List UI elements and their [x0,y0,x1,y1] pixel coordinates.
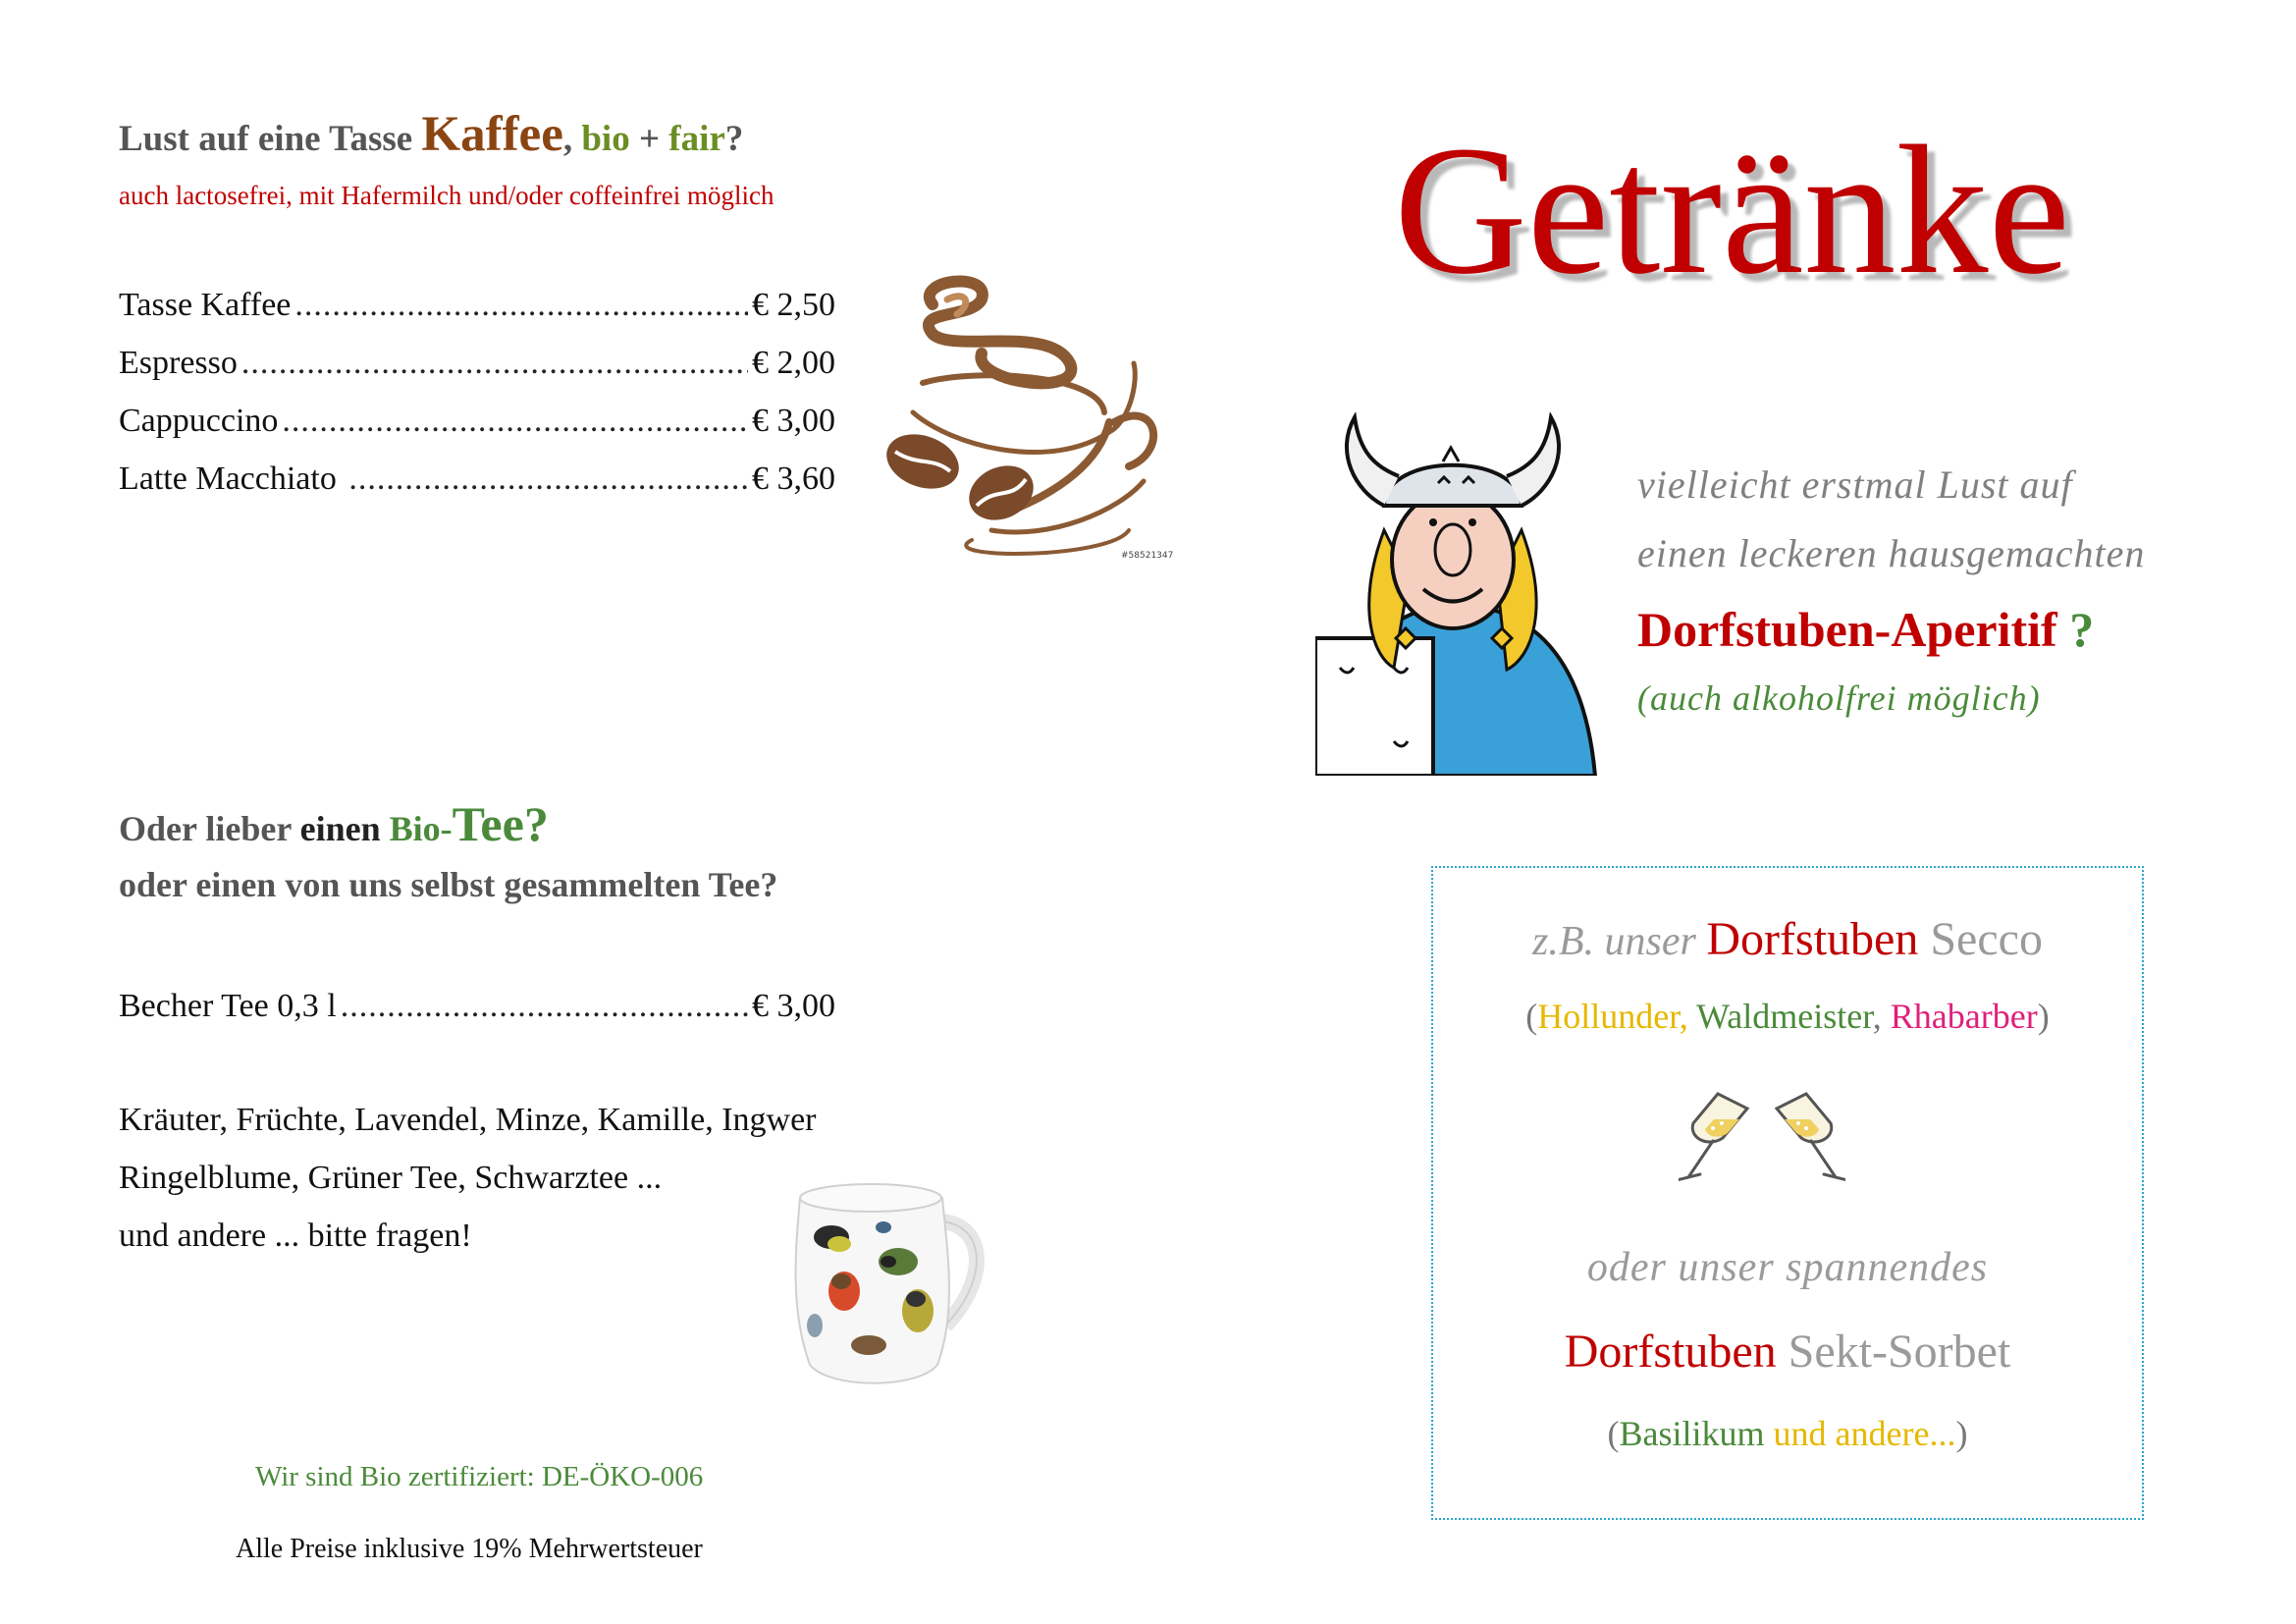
aperitif-intro-line-1: vielleicht erstmal Lust auf [1637,462,2073,507]
leader-dots [294,287,748,324]
flavor-separator: , [1872,997,1891,1036]
menu-item [119,403,835,440]
page-title: Getränke [1394,107,2070,312]
coffee-heading-bio: bio [581,119,630,159]
stock-photo-id: #58521347 [1121,551,1174,561]
tea-heading-tee: Tee? [452,796,549,851]
coffee-heading [119,106,743,163]
coffee-heading-comma: , [562,119,582,159]
sorbet-intro: oder unser spannendes [1586,1245,1989,1290]
tea-subheading: oder einen von uns selbst gesammelten Tee? [119,865,778,904]
coffee-heading-q: ? [724,119,744,159]
secco-flavors [1433,996,2142,1037]
tea-heading-b: einen [299,809,390,848]
tea-heading-bio: Bio- [389,809,453,848]
sorbet-brand: Dorfstuben [1564,1326,1777,1378]
flavor-paren: ) [1955,1414,1968,1453]
menu-item-name: Becher Tee 0,3 l [119,988,337,1024]
coffee-heading-fair: fair [668,119,725,159]
flavor-paren: ) [2037,997,2050,1036]
menu-item [119,287,835,324]
menu-item [119,988,835,1025]
aperitif-title-q: ? [2056,602,2095,657]
menu-item [119,460,835,498]
leader-dots [348,460,748,498]
menu-item [119,345,835,382]
tea-variety-line: und andere ... bitte fragen! [119,1218,472,1254]
menu-item-price: € 3,00 [752,988,835,1024]
flavor-basilikum: Basilikum [1619,1414,1765,1453]
tea-heading-a: Oder lieber [119,809,300,848]
secco-line [1433,912,2142,966]
leader-dots [241,345,748,382]
flavor-hollunder: Hollunder, [1537,997,1688,1036]
coffee-cup-icon [874,275,1188,569]
champagne-glasses-icon [1679,1084,1845,1192]
menu-item-name: Cappuccino [119,403,279,439]
aperitif-note: (auch alkoholfrei möglich) [1637,678,2041,718]
flavor-waldmeister: Waldmeister [1687,997,1873,1036]
coffee-heading-prefix: Lust auf eine Tasse [119,119,422,159]
menu-item-name: Tasse Kaffee [119,287,292,323]
sorbet-name: Sekt-Sorbet [1776,1326,2011,1378]
tea-variety-line: Ringelblume, Grüner Tee, Schwarztee ... [119,1160,663,1196]
leader-dots [282,403,748,440]
promo-box [1431,866,2144,1520]
coffee-heading-kaffee: Kaffee [421,107,563,162]
coffee-heading-plus: + [629,119,669,159]
tea-variety-line: Kräuter, Früchte, Lavendel, Minze, Kamille, Ingwer [119,1102,817,1138]
flavor-und-andere: und andere... [1764,1414,1956,1453]
menu-item-name: Latte Macchiato [119,460,346,497]
menu-item-price: € 3,60 [752,460,835,497]
aperitif-title [1637,601,2094,658]
sorbet-line [1433,1325,2142,1379]
flavor-rhabarber: Rhabarber [1890,997,2038,1036]
bio-certification: Wir sind Bio zertifiziert: DE-ÖKO-006 [255,1461,704,1492]
menu-item-price: € 2,50 [752,287,835,323]
secco-intro: z.B. unser [1532,919,1707,964]
secco-name: Secco [1918,913,2043,965]
menu-item-price: € 2,00 [752,345,835,381]
menu-item-name: Espresso [119,345,238,381]
flavor-paren: ( [1525,997,1538,1036]
tea-heading [119,795,549,852]
aperitif-intro-line-2: einen leckeren hausgemachten [1637,531,2146,575]
viking-cartoon-icon [1315,412,1600,776]
vat-note: Alle Preise inklusive 19% Mehrwertsteuer [236,1534,703,1564]
bird-mug-icon [771,1154,1006,1399]
coffee-note: auch lactosefrei, mit Hafermilch und/oder coffeinfrei möglich [119,181,774,210]
flavor-paren: ( [1607,1414,1620,1453]
secco-brand: Dorfstuben [1706,913,1919,965]
menu-item-price: € 3,00 [752,403,835,439]
sorbet-flavors [1433,1413,2142,1454]
aperitif-title-text: Dorfstuben-Aperitif [1637,602,2057,657]
leader-dots [341,988,748,1025]
